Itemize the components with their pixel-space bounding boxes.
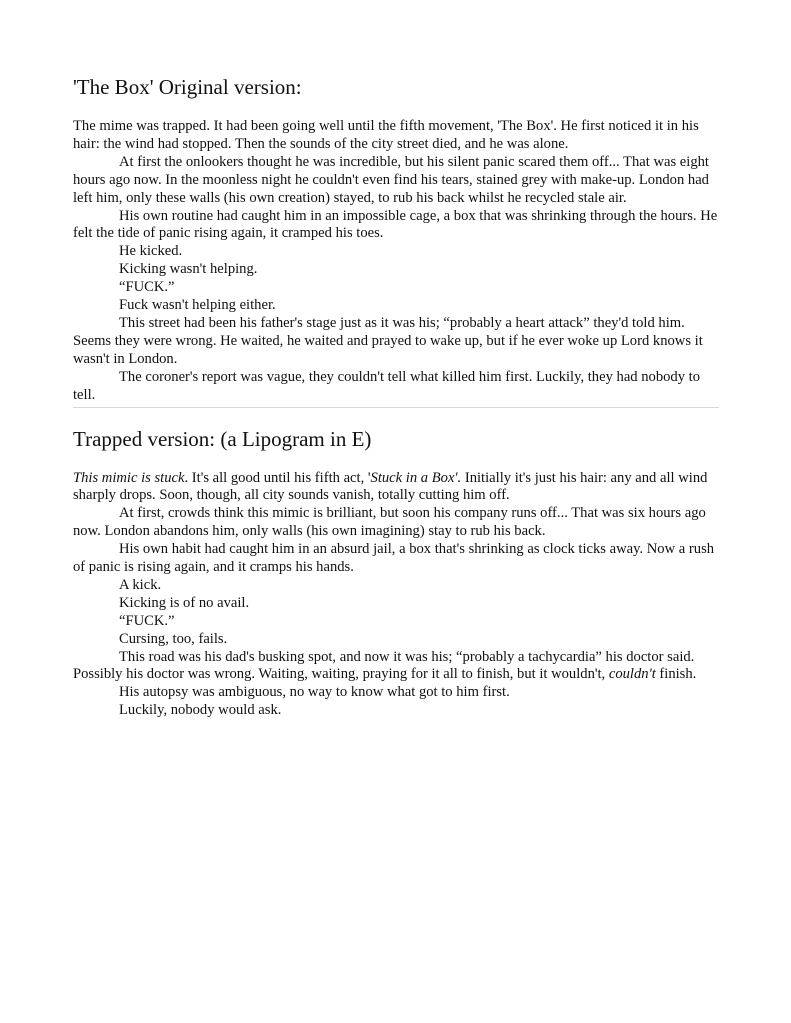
paragraph-text: This road was his dad's busking spot, and now it was his; “probably a tachycardia” his doctor said. Possibly his doctor was wrong. Waiting, waiting, praying for it all to finish, but it wouldn't, (73, 648, 695, 683)
section-divider (73, 407, 719, 408)
lipogram-paragraph-6: “FUCK.” (119, 612, 175, 629)
original-paragraph-5: Kicking wasn't helping. (119, 261, 258, 278)
paragraph-text: finish. (655, 666, 697, 683)
document-page (73, 74, 719, 720)
lipogram-paragraph-10: Luckily, nobody would ask. (119, 702, 282, 719)
original-paragraph-9: The coroner's report was vague, they couldn't tell what killed him first. Luckily, they had nobody to tell. (73, 368, 701, 403)
original-paragraph-7: Fuck wasn't helping either. (119, 297, 276, 314)
original-paragraph-4: He kicked. (119, 243, 183, 260)
lipogram-paragraph-7: Cursing, too, fails. (119, 630, 228, 647)
lipogram-paragraph-5: Kicking is of no avail. (119, 594, 250, 611)
lipogram-paragraph-9: His autopsy was ambiguous, no way to know what got to him first. (119, 684, 510, 701)
paragraph-text: Initially it's just his hair: any and all wind sharply drops. Soon, though, all city sounds vanish, totally cutting him off. (73, 469, 708, 504)
lipogram-paragraph-4: A kick. (119, 576, 162, 593)
italic-phrase: couldn't (608, 666, 656, 683)
paragraph-text: . It's all good until his fifth act, ' (184, 469, 371, 486)
original-paragraph-1: The mime was trapped. It had been going well until the fifth movement, 'The Box'. He first noticed it in his hair: the wind had stopped. Then the sounds of the city street died, and he was alone. (73, 118, 699, 152)
original-paragraph-3: His own routine had caught him in an impossible cage, a box that was shrinking through the hours. He felt the tide of panic rising again, it cramped his toes. (73, 207, 718, 242)
original-paragraph-2: At first the onlookers thought he was incredible, but his silent panic scared them off... That was eight hours ago now. In the moonless night he couldn't even find his tears, stained grey with make-up. London had left him, only these walls (his own creation) stayed, to rub his back whilst he recycled stale air. (73, 153, 709, 206)
original-version-title: 'The Box' Original version: (73, 75, 302, 99)
original-paragraph-8: This street had been his father's stage just as it was his; “probably a heart attack” they'd told him. Seems they were wrong. He waited, he waited and prayed to wake up, but if he ever woke up Lord knows it wasn't in London. (73, 314, 703, 367)
italic-phrase: Stuck in a Box'. (370, 469, 462, 486)
lipogram-paragraph-3: His own habit had caught him in an absurd jail, a box that's shrinking as clock ticks away. Now a rush of panic is rising again, and it cramps his hands. (73, 541, 715, 576)
lipogram-version-title: Trapped version: (a Lipogram in E) (73, 426, 372, 451)
original-paragraph-6: “FUCK.” (119, 279, 175, 296)
italic-phrase: This mimic is stuck (73, 469, 185, 486)
lipogram-paragraph-8 (73, 649, 719, 685)
lipogram-paragraph-2: At first, crowds think this mimic is brilliant, but soon his company runs off... That was six hours ago now. London abandons him, only walls (his own imagining) stay to rub his back. (73, 505, 706, 540)
lipogram-paragraph-1 (73, 470, 719, 506)
